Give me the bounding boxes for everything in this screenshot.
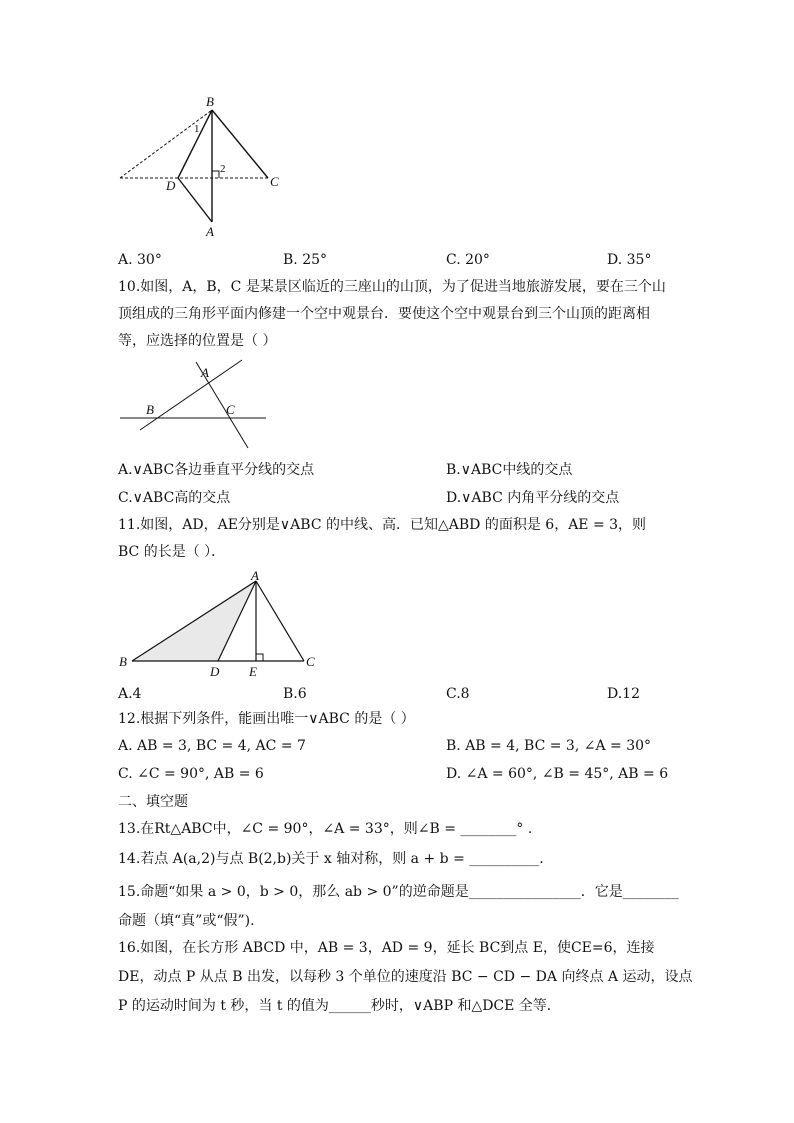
q12-option-d: D. ∠A = 60°, ∠B = 45°, AB = 6: [446, 766, 669, 782]
label-angle1: 1: [194, 123, 200, 135]
q11-option-c: C.8: [446, 686, 470, 702]
q13-text: 13.在Rt△ABC中，∠C = 90°，∠A = 33°，则∠B = ________° .: [118, 821, 533, 837]
q10-option-d: D.∨ABC 内角平分线的交点: [446, 490, 620, 506]
q12-option-b: B. AB = 4, BC = 3, ∠A = 30°: [446, 738, 652, 754]
q14-text: 14.若点 A(a,2)与点 B(2,b)关于 x 轴对称，则 a + b = __________.: [118, 851, 544, 867]
q10-option-a: A.∨ABC各边垂直平分线的交点: [118, 462, 315, 478]
q11-option-b: B.6: [283, 686, 307, 702]
q11-option-d: D.12: [607, 686, 640, 702]
q10-text-line3: 等，应选择的位置是（ ）: [118, 333, 277, 349]
q12-option-a: A. AB = 3, BC = 4, AC = 7: [118, 738, 306, 754]
q10-text-line2: 顶组成的三角形平面内修建一个空中观景台．要使这个空中观景台到三个山顶的距离相: [118, 306, 650, 322]
q15-text-line1: 15.命题“如果 a > 0，b > 0，那么 ab > 0”的逆命题是________________．它是________: [118, 884, 679, 900]
q16-text-line3: P 的运动时间为 t 秒，当 t 的值为______秒时，∨ABP 和△DCE 全等．: [118, 998, 561, 1014]
q11-text-line2: BC 的长是（ ）．: [118, 544, 226, 560]
q11-text-line1: 11.如图，AD，AE分别是∨ABC 的中线、高．已知△ABD 的面积是 6，AE = 3，则: [118, 517, 647, 533]
q9-option-c: C. 20°: [446, 252, 490, 268]
q12-text-line1: 12.根据下列条件，能画出唯一∨ABC 的是（ ）: [118, 711, 415, 727]
q10-option-b: B.∨ABC中线的交点: [446, 462, 573, 478]
section-heading: 二、填空题: [118, 794, 188, 810]
label-b: B: [119, 654, 127, 669]
label-a: A: [251, 568, 259, 583]
label-b: B: [206, 94, 214, 109]
label-b: B: [146, 402, 154, 417]
label-d: D: [210, 664, 220, 679]
right-angle-mark: [256, 654, 263, 661]
q10-option-c: C.∨ABC高的交点: [118, 490, 231, 506]
q16-text-line2: DE，动点 P 从点 B 出发，以每秒 3 个单位的速度沿 BC − CD − DA 向终点 A 运动，设点: [118, 969, 693, 985]
q9-option-d: D. 35°: [607, 252, 652, 268]
label-angle2: 2: [220, 163, 226, 175]
label-c: C: [306, 654, 315, 669]
q16-text-line1: 16.如图，在长方形 ABCD 中，AB = 3，AD = 9，延长 BC到点 E，使CE=6，连接: [118, 940, 655, 956]
q10-text-line1: 10.如图，A，B，C 是某景区临近的三座山的山顶，为了促进当地旅游发展，要在三个山: [118, 279, 666, 295]
label-a: A: [201, 365, 209, 380]
label-c: C: [270, 174, 279, 189]
q15-text-line2: 命题（填“真”或“假”).: [118, 913, 255, 929]
label-a: A: [206, 224, 214, 239]
q12-option-c: C. ∠C = 90°, AB = 6: [118, 766, 264, 782]
label-e: E: [249, 664, 257, 679]
line-ac: [256, 581, 304, 661]
q11-option-a: A.4: [118, 686, 142, 702]
q9-option-a: A. 30°: [118, 252, 162, 268]
label-d: D: [166, 178, 176, 193]
q9-option-b: B. 25°: [283, 252, 328, 268]
label-c: C: [226, 402, 235, 417]
